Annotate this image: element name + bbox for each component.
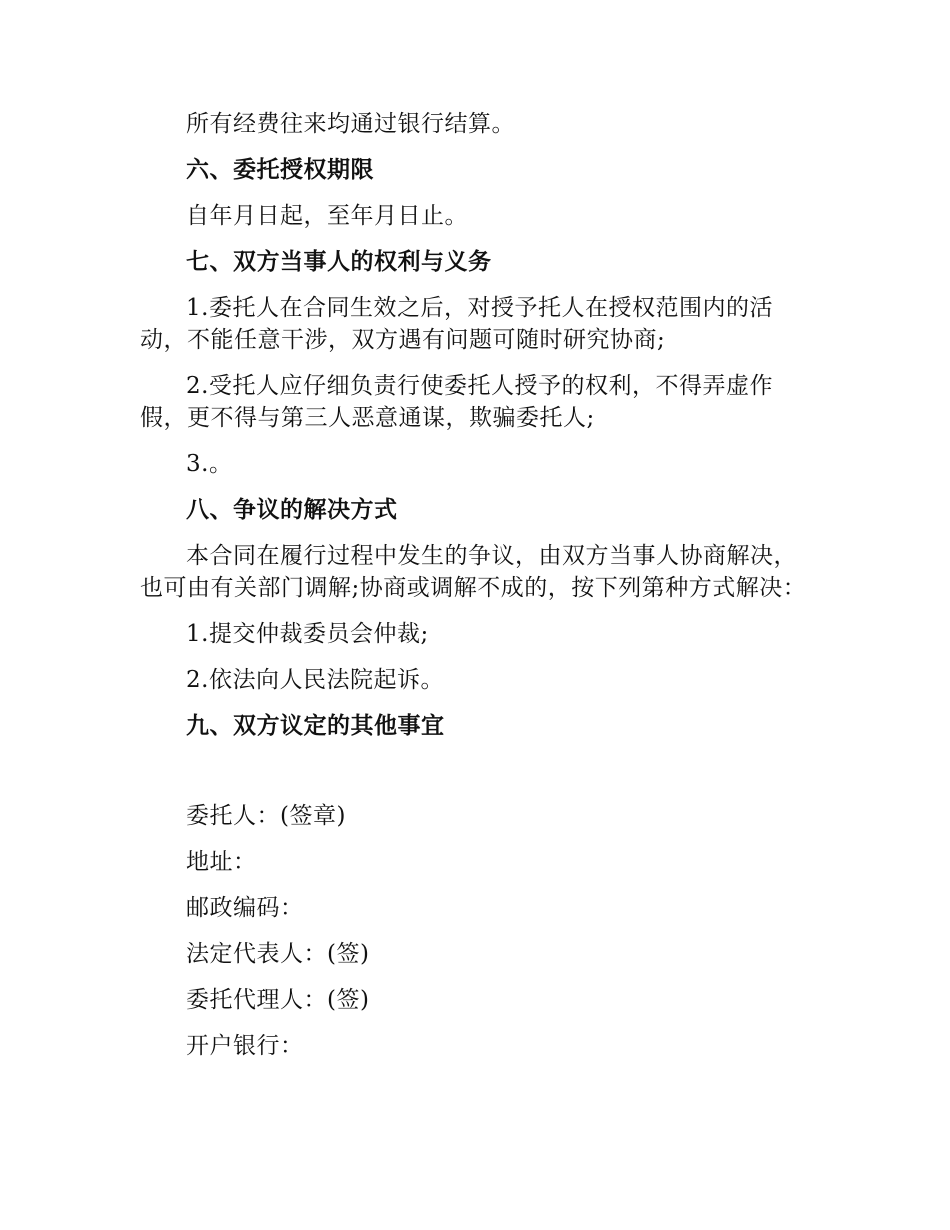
signature-principal: 委托人：(签章) (186, 803, 346, 829)
signature-legal-rep: 法定代表人：(签) (186, 941, 370, 967)
paragraph-settlement: 所有经费往来均通过银行结算。 (186, 111, 515, 137)
section-heading-7: 七、双方当事人的权利与义务 (186, 249, 492, 275)
signature-address: 地址： (186, 849, 257, 875)
paragraph-rights-1: 1.委托人在合同生效之后，对授予托人在授权范围内的活动，不能任意干涉，双方遇有问题可随时研究协商; (140, 295, 773, 353)
paragraph-rights-2: 2.受托人应仔细负责行使委托人授予的权利，不得弄虚作假，更不得与第三人恶意通谋，欺骗委托人; (140, 373, 773, 431)
paragraph-dispute-1: 1.提交仲裁委员会仲裁; (186, 621, 429, 647)
paragraph-period: 自年月日起，至年月日止。 (186, 203, 468, 229)
paragraph-dispute: 本合同在履行过程中发生的争议，由双方当事人协商解决，也可由有关部门调解;协商或调解不成的，按下列第种方式解决： (140, 543, 807, 601)
document-body (140, 108, 810, 1076)
signature-bank: 开户银行： (186, 1033, 304, 1059)
section-heading-9: 九、双方议定的其他事宜 (186, 713, 445, 739)
paragraph-rights-3: 3.。 (186, 451, 233, 477)
signature-agent: 委托代理人：(签) (186, 987, 370, 1013)
section-heading-6: 六、委托授权期限 (186, 157, 374, 183)
section-heading-8: 八、争议的解决方式 (186, 497, 398, 523)
signature-postcode: 邮政编码： (186, 895, 304, 921)
paragraph-dispute-2: 2.依法向人民法院起诉。 (186, 667, 444, 693)
